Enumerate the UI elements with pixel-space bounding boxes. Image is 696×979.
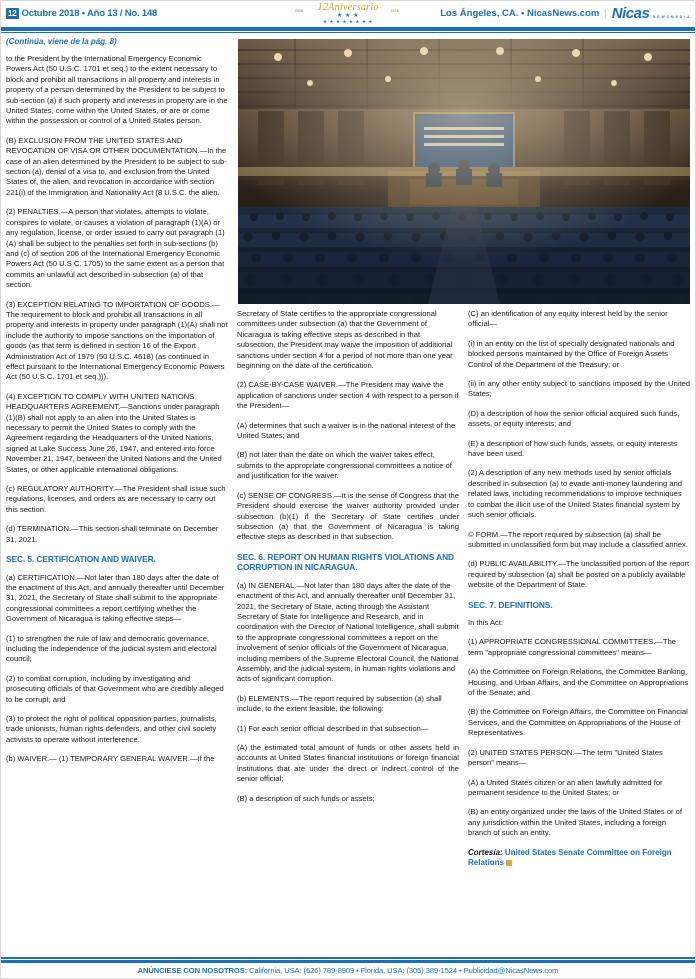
continuation-note: (Continúa, viene de la pág. 8) — [6, 37, 117, 46]
paragraph: In this Act: — [468, 618, 504, 628]
paragraph: (3) to protect the right of political opposition parties, journalists, trade unionists, human rights defenders, and other civil society activists to operate without interference. — [6, 714, 217, 744]
footer-contact-info[interactable]: California, USA: (626) 789-8909 • Florida, USA: (305) 389-1524 • Publicidad@NicasNews.com — [247, 966, 559, 975]
courtesy-label: Cortesía: — [468, 847, 503, 857]
paragraph: (A) the estimated total amount of funds or other assets held in accounts at United States financial institutions or foreign financial institutions that are under the direct or indirect control of the senior official; — [237, 743, 459, 784]
footer-advertising-line — [0, 963, 696, 979]
paragraph: (a) CERTIFICATION.—Not later than 180 days after the date of the enactment of this Act, and annually thereafter until December 31, 2021, the Secretary of State shall submit to the appropriate congressional committees a report certifying whether the Government of Nicaragua is taking effective steps— — [6, 572, 225, 624]
section-heading-sec5: SEC. 5. CERTIFICATION AND WAIVER. — [6, 554, 156, 565]
page-footer — [0, 957, 696, 979]
anniversary-word: Aniversario — [328, 2, 379, 13]
paragraph: (D) a description of how the senior official acquired such funds, assets, or equity interests; and — [468, 408, 680, 429]
masthead-date-block — [6, 8, 157, 19]
paragraph: (ii) in any other entity subject to sanctions imposed by the United States; — [468, 379, 690, 399]
paragraph: (b) ELEMENTS.—The report required by subsection (a) shall include, to the extent feasible, the following: — [237, 693, 442, 714]
paragraph: (B) the Committee on Foreign Affairs, the Committee on Financial Services, and the Committee on Appropriations of the House of Representatives. — [468, 707, 688, 738]
paragraph: (2) to combat corruption, including by investigating and prosecuting officials of that Government who are credibly alleged to be corrupt; and — [6, 673, 224, 704]
nicas-logo-word: Nicas — [611, 4, 650, 22]
masthead-separator: | — [604, 7, 607, 19]
masthead-brand-block — [440, 4, 690, 22]
anniversary-stars-row1: ★ ★ ★ — [337, 13, 359, 19]
anniversary-logo — [283, 1, 413, 24]
paragraph: (4) EXCEPTION TO COMPLY WITH UNITED NATIONS HEADQUARTERS AGREEMENT.—Sanctions under paragraph (1)(B) shall not apply to an alien into the United States is necessary to permit the United States to comply with the Agreement regarding the Headquarters of the United Nations, signed at Lake Success June 26, 1947, and entered into force November 21, 1947, between the United Nations and the United States, or other applicable international obligations. — [6, 391, 222, 474]
masthead-rule-thick — [0, 27, 696, 31]
paragraph: (E) a description of how such funds, assets, or equity interests have been used. — [468, 438, 677, 459]
paragraph: (2) UNITED STATES PERSON.—The term "United States person" means— — [468, 747, 663, 768]
paragraph: (d) TERMINATION.—This section shall terminate on December 31, 2021. — [6, 524, 219, 544]
paragraph: (i) in an entity on the list of specially designated nationals and blocked persons maintained by the Office of Foreign Assets Control of the Department of the Treasury; or — [468, 338, 675, 369]
footer-lead-label: ANÚNCIESE CON NOSOTROS: — [137, 966, 248, 975]
paragraph: (c) SENSE OF CONGRESS.—It is the sense of Congress that the President should exercise the waiver authority provided under subsection (b)(1) if the Secretary of State certifies under subsection (a) that the Government of Nicaragua is taking effective steps as described in that subsection. — [237, 490, 459, 542]
paragraph: (1) to strengthen the rule of law and democratic governance, including the independence of the judicial system and electoral council; — [6, 633, 217, 664]
courtesy-source-link[interactable]: United States Senate Committee on Foreign Relations — [468, 847, 672, 868]
masthead — [0, 0, 696, 26]
paragraph: © FORM.—The report required by subsection (a) shall be submitted in unclassified form but may include a classified annex. — [468, 529, 688, 549]
paragraph: (1) APPROPRIATE CONGRESSIONAL COMMITTEES.—The term "appropriate congressional committees" means— — [468, 637, 677, 657]
us-congress-chamber-photo — [238, 39, 690, 304]
paragraph: (2) CASE-BY-CASE WAIVER.—The President may waive the application of sanctions under section 4 with respect to a person if the President— — [237, 380, 459, 411]
paragraph: Secretary of State certifies to the appropriate congressional committees under subsection (a) that the Government of Nicaragua is taking effective steps as described in that subsection, the President may waive the imposition of additional sanctions under section 4 for a period of not more than one year beginning on the date of the certification. — [237, 309, 453, 371]
paragraph: (B) not later than the date on which the waiver takes effect, submits to the appropriate congressional committees a notice of and justification for the waiver. — [237, 450, 452, 481]
anniversary-stars-row2: ★ ★ ★ ★ ★ ★ ★ ★ — [322, 19, 374, 24]
masthead-date-line: Octubre 2018 • Año 13 / No. 148 — [21, 7, 158, 19]
paragraph: (B) a description of such funds or assets; — [237, 793, 375, 803]
paragraph: (B) EXCLUSION FROM THE UNITED STATES AND REVOCATION OF VISA OR OTHER DOCUMENTATION.—In the case of an alien determined by the President to be subject to sub-section (a), denial of a visa to, and exclusion from the United States of, the alien, and revocation in accordance with section 221(i) of the Immigration and Nationality Act (8 U.S.C. the alien. — [6, 135, 227, 197]
anniversary-year-start: 2006 — [295, 9, 304, 13]
section-heading-sec6: SEC. 6. REPORT ON HUMAN RIGHTS VIOLATIONS AND CORRUPTION IN NICARAGUA. — [237, 551, 454, 573]
article-body — [0, 33, 696, 869]
paragraph: (2) A description of any new methods used by senior officials described in subsection (a) to evade anti-money laundering and related laws, including recommendations to improve techniques to combat the illicit use of the United States financial system by such senior officials. — [468, 468, 683, 520]
paragraph: (A) determines that such a waiver is in the national interest of the United States; and — [237, 420, 456, 441]
paragraph: (c) REGULATORY AUTHORITY.—The President shall issue such regulations, licenses, and orders as are necessary to carry out this section. — [6, 484, 226, 514]
nicas-logo-subtitle: N E W S M E D I A — [653, 14, 690, 19]
end-of-article-mark — [506, 860, 512, 866]
paragraph: (3) EXCEPTION RELATING TO IMPORTATION OF GOODS.—The requirement to block and prohibit all transactions in all property and interests in property under paragraph (1)(A) shall not include the authority to impose sanctions on the importation of goods (as that term is defined in section 16 of the Export Administration Act of 1979 (50 U.S.C. 4618) (as continued in effect pursuant to the International Emergency Economic Powers Act (50 U.S.C. 1701 et seq.))). — [6, 299, 228, 382]
nicas-news-logo[interactable] — [611, 4, 690, 22]
courtesy-credit — [468, 848, 690, 869]
column-1 — [6, 37, 228, 774]
paragraph: (A) the Committee on Foreign Relations, the Committee Banking, Housing, and Urban Affairs, and the Committee on Appropriations of the Senate; and — [468, 667, 689, 698]
paragraph: to the President by the International Emergency Economic Powers Act (50 U.S.C. 1701 et seq.) to the extent necessary to block and prohibit all transactions in all property and interests in property of a person determined by the President to be subject to sub-section (a) if such property and interests in property are in the United States, come within the United States, or are or come within the possession or control of a United States person. — [6, 54, 228, 126]
paragraph: (C) an identification of any equity interest held by the senior official— — [468, 309, 668, 329]
paragraph: (A) a United States citizen or an alien lawfully admitted for permanent residence to the United States; or — [468, 777, 663, 797]
paragraph: (2) PENALTIES.—A person that violates, attempts to violate, conspires to violate, or causes a violation of paragraph (1)(A) or any regulation, license, or order issued to carry out paragraph (1)(A) shall be subject to the penalties set forth in sub-sections (b) and (c) of section 206 of the International Emergency Economic Powers Act (50 U.S.C. 1705) to the same extent as a person that commits an unlawful act described in subsection (a) of that section. — [6, 207, 225, 290]
paragraph: (1) For each senior official described in that subsection— — [237, 723, 429, 733]
masthead-day-badge: 12 — [8, 8, 17, 18]
paragraph: (B) an entity organized under the laws of the United States or of any jurisdiction within the United States, including a foreign branch of such an entity. — [468, 807, 683, 838]
paragraph: (d) PUBLIC AVAILABILITY.—The unclassified portion of the report required by subsection (a) shall be posted on a publicly available website of the Department of State. — [468, 559, 690, 590]
paragraph: (a) IN GENERAL.—Not later than 180 days after the date of the enactment of this Act, and annually thereafter until December 31, 2021, the Secretary of State, acting through the Assistant Secretary of State for Intelligence and Research, and in coordination with the Director of National Intelligence, shall submit to the appropriate congressional committees a report on the involvement of senior officials of the Government of Nicaragua, including members of the Supreme Electoral Council, the National Assembly, and the judicial system, in human rights violations and acts of significant corruption. — [237, 580, 459, 684]
anniversary-number: 12 — [317, 1, 329, 13]
section-heading-sec7: SEC. 7. DEFINITIONS. — [468, 599, 553, 610]
masthead-location[interactable]: Los Ángeles, CA. • NicasNews.com — [440, 7, 600, 19]
anniversary-year-end: 2018 — [390, 9, 399, 13]
paragraph: (b) WAIVER.— (1) TEMPORARY GENERAL WAIVER.—If the — [6, 754, 215, 764]
footer-rule-top — [0, 957, 696, 959]
